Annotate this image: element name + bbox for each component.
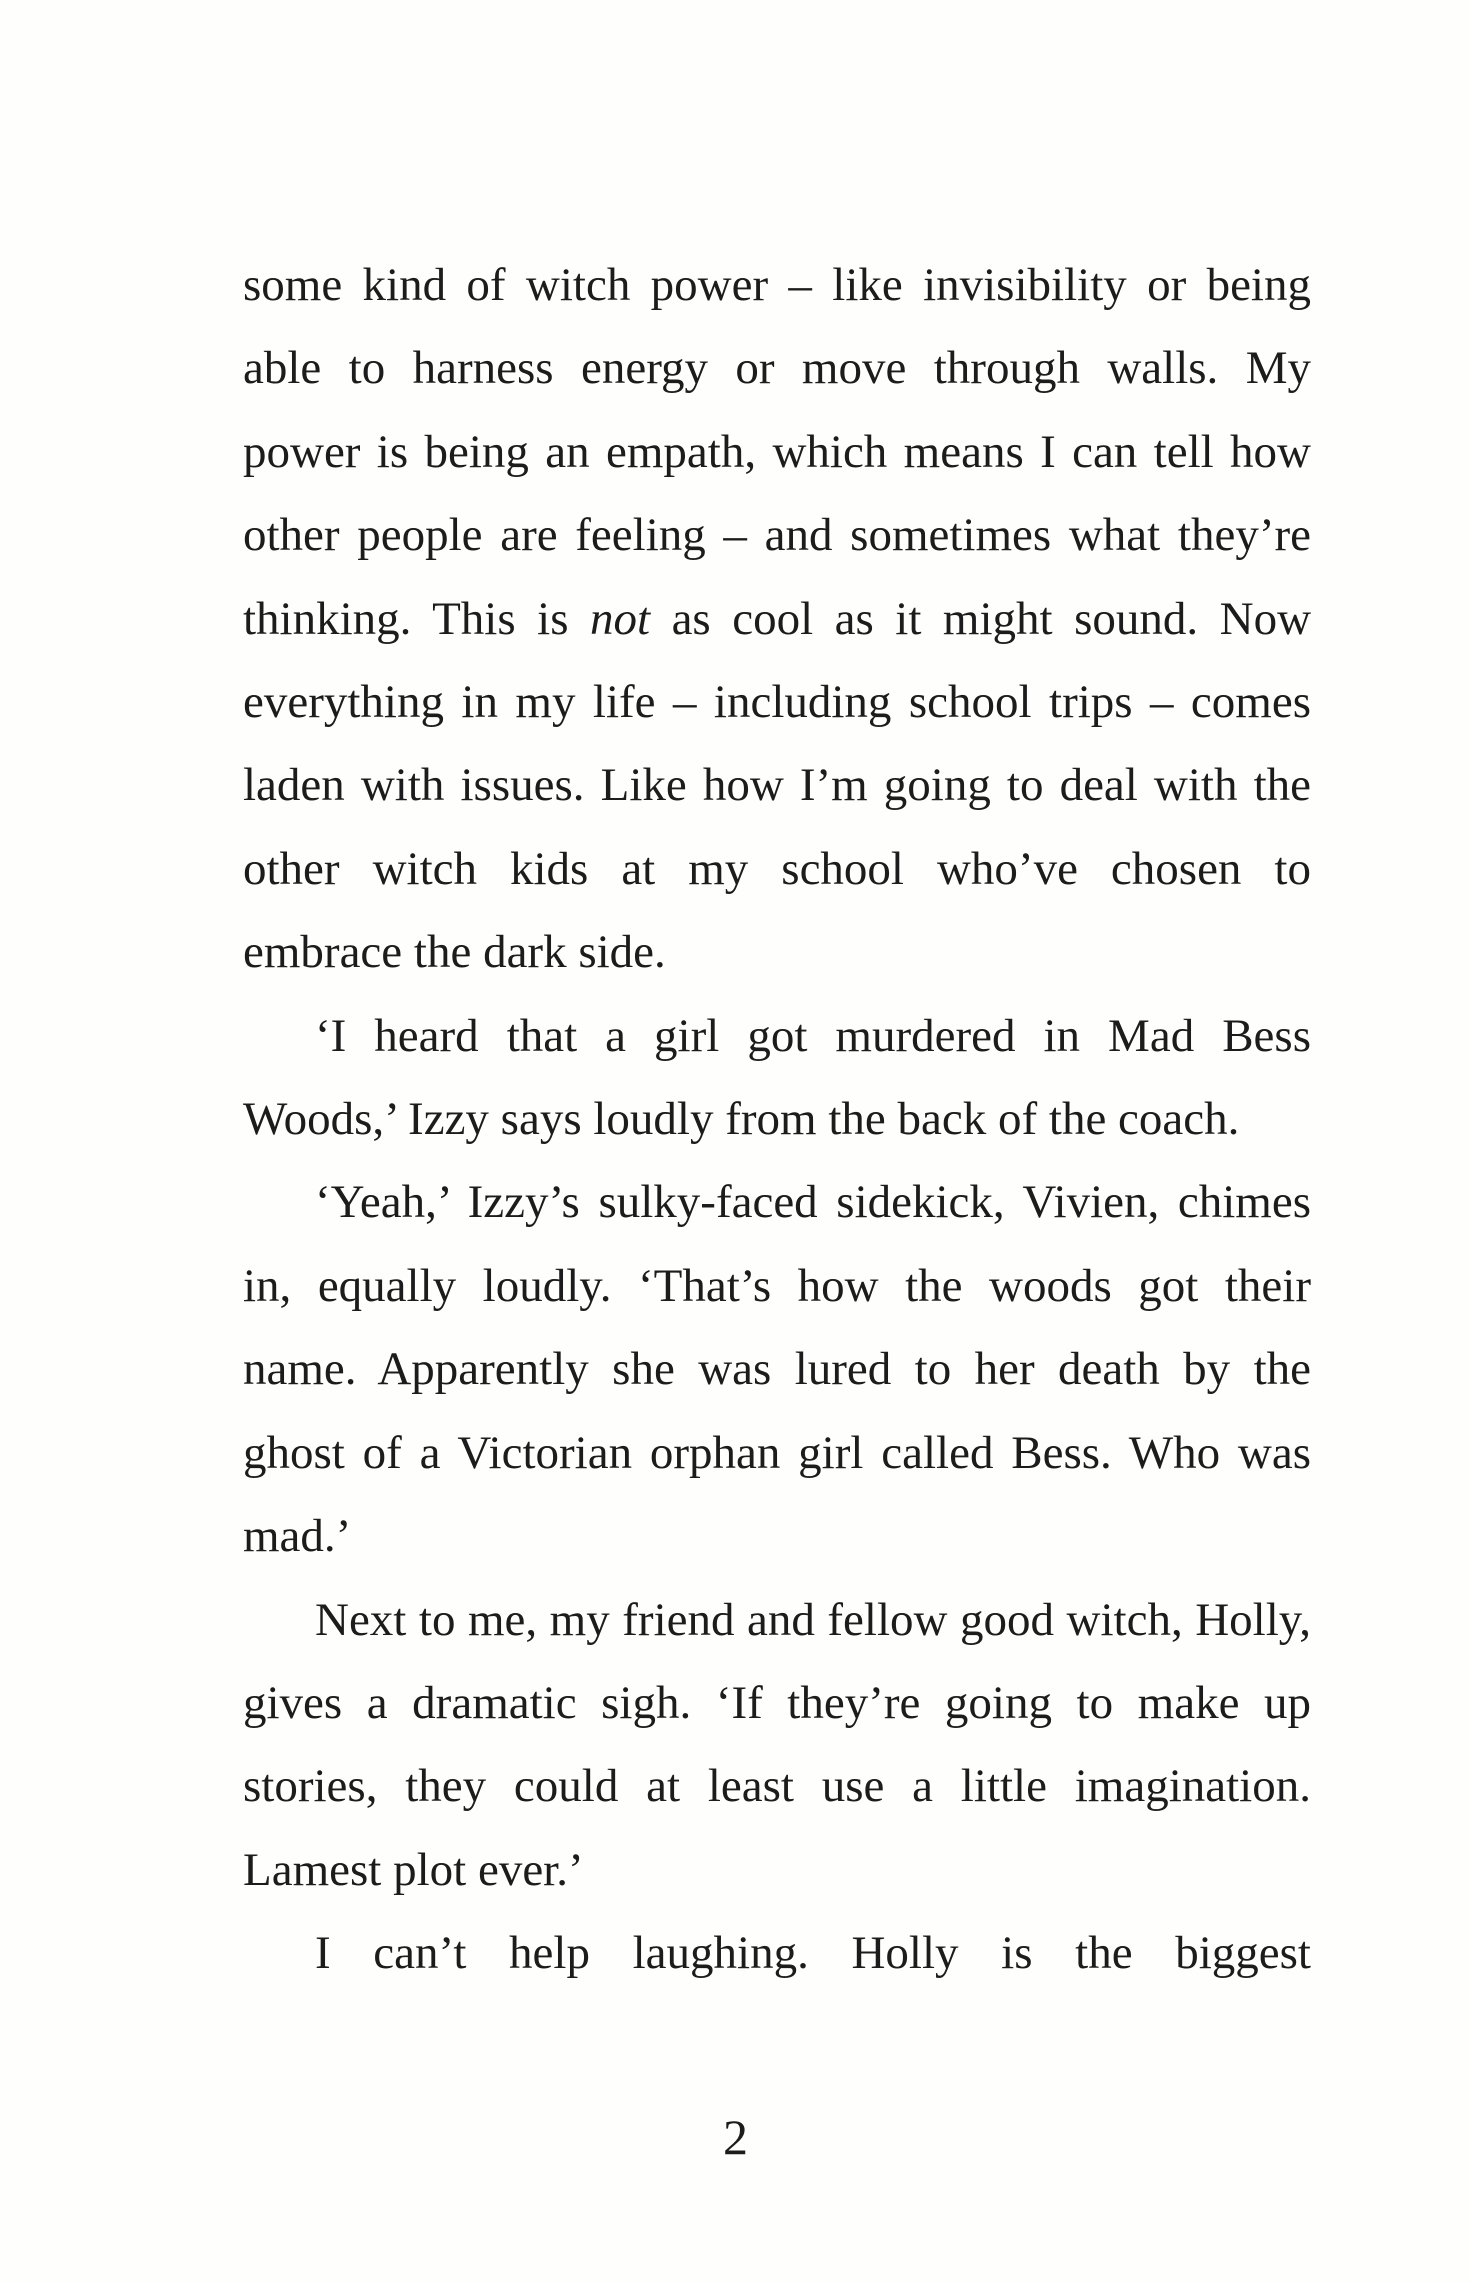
paragraph-2: ‘I heard that a girl got murdered in Mad Bess Woods,’ Izzy says loudly from the back of the coach. [243, 1009, 1311, 1146]
paragraph-1 [243, 244, 1311, 995]
paragraph-1-text-before: some kind of witch power – like invisibility or being able to harness energy or move through walls. My power is being an empath, which means I can tell how other people are feeling – and sometimes what they’re thinking. This is [243, 259, 1311, 645]
body-text [243, 244, 1311, 1996]
paragraph-5: I can’t help laughing. Holly is the biggest [315, 1927, 1311, 1980]
page-number: 2 [723, 2109, 748, 2165]
paragraph-3: ‘Yeah,’ Izzy’s sulky-faced sidekick, Vivien, chimes in, equally loudly. ‘That’s how the woods got their name. Apparently she was lured to her death by the ghost of a Victorian orphan girl called Bess. Who was mad.’ [243, 1176, 1311, 1563]
paragraph-4: Next to me, my friend and fellow good witch, Holly, gives a dramatic sigh. ‘If they’re going to make up stories, they could at least use a little imagination. Lamest plot ever.’ [243, 1593, 1311, 1896]
paragraph-1-emphasis: not [590, 592, 651, 645]
paragraph-1-text-after: as cool as it might sound. Now everything in my life – including school trips – comes laden with issues. Like how I’m going to deal with the other witch kids at my school who’ve chosen to embrace the dark side. [243, 592, 1312, 979]
